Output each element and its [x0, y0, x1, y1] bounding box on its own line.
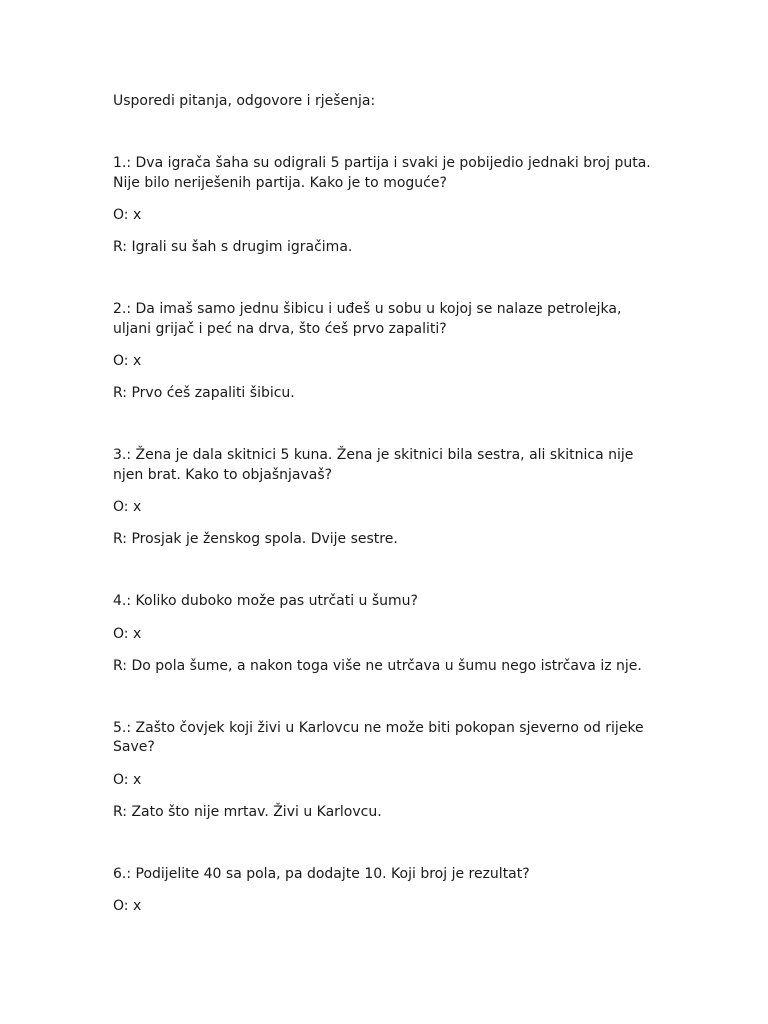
- question-5: 5.: Zašto čovjek koji živi u Karlovcu ne može biti pokopan sjeverno od rijeke Save?: [113, 719, 644, 755]
- question-4: 4.: Koliko duboko može pas utrčati u šumu?: [113, 593, 418, 609]
- question-1: 1.: Dva igrača šaha su odigrali 5 partija i svaki je pobijedio jednaki broj puta. Nije bilo neriješenih partija. Kako je to moguće?: [113, 155, 651, 191]
- list-item: [113, 592, 653, 676]
- answer-4: O: x: [113, 625, 142, 642]
- answer-3: O: x: [113, 499, 142, 515]
- question-3: 3.: Žena je dala skitnici 5 kuna. Žena je skitnici bila sestra, ali skitnica nije njen brat. Kako to objašnjavaš?: [113, 447, 634, 483]
- question-2: 2.: Da imaš samo jednu šibicu i uđeš u sobu u kojoj se nalaze petrolejka, uljani grijač i peć na drva, što ćeš prvo zapaliti?: [113, 301, 622, 337]
- solution-5: R: Zato što nije mrtav. Živi u Karlovcu.: [113, 803, 382, 820]
- question-6: 6.: Podijelite 40 sa pola, pa dodajte 10. Koji broj je rezultat?: [113, 865, 530, 882]
- answer-2: O: x: [113, 353, 142, 369]
- solution-2: R: Prvo ćeš zapaliti šibicu.: [113, 385, 295, 401]
- solution-1: R: Igrali su šah s drugim igračima.: [113, 239, 353, 255]
- solution-4: R: Do pola šume, a nakon toga više ne utrčava u šumu nego istrčava iz nje.: [113, 657, 642, 674]
- list-item: [113, 154, 653, 257]
- document-body: [113, 91, 653, 916]
- list-item: [113, 446, 653, 549]
- solution-3: R: Prosjak je ženskog spola. Dvije sestre.: [113, 531, 398, 547]
- list-item: [113, 719, 653, 822]
- list-item: [113, 300, 653, 403]
- intro-text: Usporedi pitanja, odgovore i rješenja:: [113, 93, 376, 109]
- answer-5: O: x: [113, 771, 142, 788]
- answer-6: O: x: [113, 898, 142, 914]
- list-item: [113, 865, 653, 917]
- answer-1: O: x: [113, 207, 142, 223]
